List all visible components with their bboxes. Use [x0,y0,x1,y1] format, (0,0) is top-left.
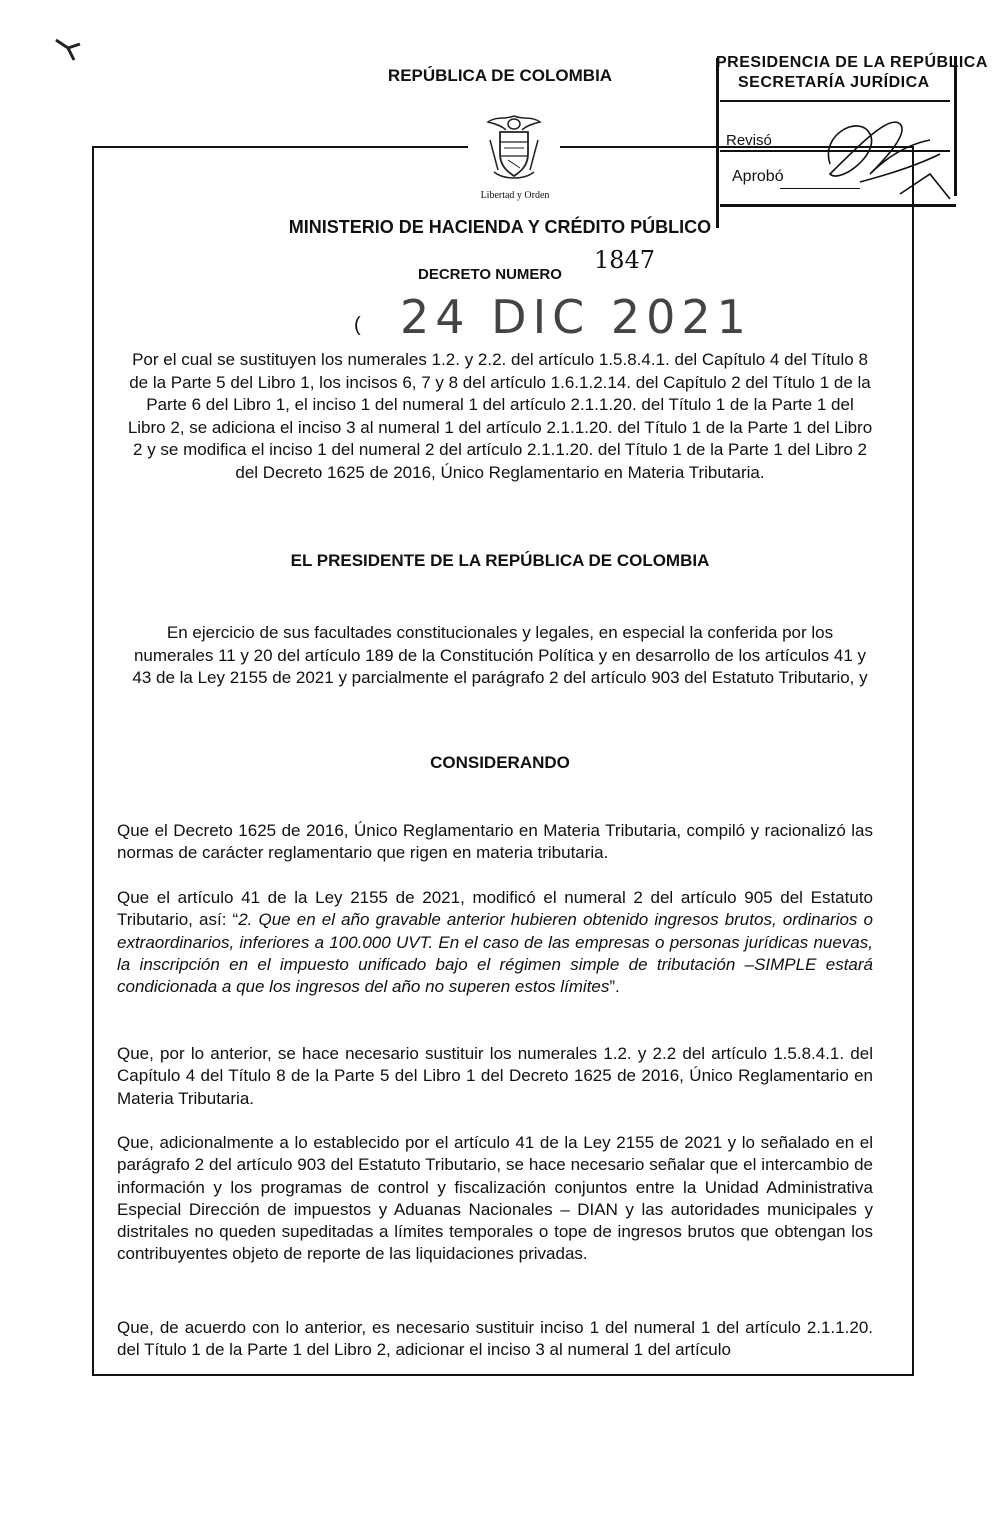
date-stamp: 24 DIC 2021 [400,290,752,344]
paragraph-2-lead: Que el artículo 41 de la Ley 2155 de 2021, modificó el numeral 2 del artículo 905 del Estatuto Tributario, así: “ [117,888,873,930]
considerando-paragraph-3: Que, por lo anterior, se hace necesario sustituir los numerales 1.2. y 2.2 del artículo 1.5.8.4.1. del Capítulo 4 del Título 8 de la Parte 5 del Libro 1 del Decreto 1625 de 2016, Único Reglamentario en Materia Tributaria. [117,1044,873,1108]
stamp-reviso-label: Revisó [726,132,772,149]
stamp-title: PRESIDENCIA DE LA REPÚBLICA [716,54,988,71]
paragraph-2-quote: 2. Que en el año gravable anterior hubieren obtenido ingresos brutos, ordinarios o extraordinarios, inferiores a 100.000 UVT. En el caso de las empresas o personas jurídicas nuevas, la inscripción en el impuesto unificado bajo el régimen simple de tributación –SIMPLE estará condicionada a que los ingresos del año no superen estos límites [117,910,873,997]
stamp-subtitle: SECRETARÍA JURÍDICA [738,74,930,91]
stamp-divider [720,100,950,102]
decree-subject: Por el cual se sustituyen los numerales 1.2. y 2.2. del artículo 1.5.8.4.1. del Capítulo 4 del Título 8 de la Parte 5 del Libro 1, los incisos 6, 7 y 8 del artículo 1.6.1.2.14. del Capítulo 2 del Título 1 de la Parte 6 del Libro 1, el inciso 1 del numeral 1 del artículo 2.1.1.20. del Título 1 de la Parte 1 del Libro 2, se adiciona el inciso 3 al numeral 1 del artículo 2.1.1.20. del Título 1 de la Parte 1 del Libro 2 y se modifica el inciso 1 del numeral 2 del artículo 2.1.1.20. del Título 1 de la Parte 1 del Libro 2 del Decreto 1625 de 2016, Único Reglamentario en Materia Tributaria. [127,350,873,482]
considerando-paragraph-1: Que el Decreto 1625 de 2016, Único Reglamentario en Materia Tributaria, compiló y racionalizó las normas de carácter reglamentario que rigen en materia tributaria. [117,821,873,863]
country-heading: REPÚBLICA DE COLOMBIA [387,66,613,85]
considerando-paragraph-2 [117,887,873,998]
decreto-number: 1847 [594,246,656,274]
considerando-paragraph-4: Que, adicionalmente a lo establecido por el artículo 41 de la Ley 2155 de 2021 y lo señalado en el parágrafo 2 del artículo 903 del Estatuto Tributario, se hace necesario señalar que el intercambio de información y los programas de control y fiscalización conjuntos entre la Unidad Administrativa Especial Dirección de impuestos y Aduanas Nacionales – DIAN y las autoridades municipales y distritales no queden supeditadas a límites temporales o tope de ingresos brutos que obtengan los contribuyentes objeto de reporte de las liquidaciones privadas. [117,1133,873,1264]
ministry-heading: MINISTERIO DE HACIENDA Y CRÉDITO PÚBLICO [288,217,712,237]
legal-basis-paragraph: En ejercicio de sus facultades constitucionales y legales, en especial la conferida por los numerales 11 y 20 del artículo 189 de la Constitución Política y en desarrollo de los artículos 41 y 43 de la Ley 2155 de 2021 y parcialmente el parágrafo 2 del artículo 903 del Estatuto Tributario, y [132,623,868,687]
date-open-paren: ( [354,314,361,336]
stamp-aprobo-label: Aprobó [732,168,784,185]
seal-caption: Libertad y Orden [480,190,550,201]
coat-of-arms-icon [474,110,554,190]
considerando-heading: CONSIDERANDO [430,753,570,772]
considerando-paragraph-5: Que, de acuerdo con lo anterior, es necesario sustituir inciso 1 del numeral 1 del artículo 2.1.1.20. del Título 1 de la Parte 1 del Libro 2, adicionar el inciso 3 al numeral 1 del artículo [117,1318,873,1360]
paragraph-2-end: ”. [609,977,620,997]
corner-mark-icon [54,34,84,64]
decreto-label: DECRETO NUMERO [418,266,562,283]
president-heading: EL PRESIDENTE DE LA REPÚBLICA DE COLOMBIA [290,551,710,570]
